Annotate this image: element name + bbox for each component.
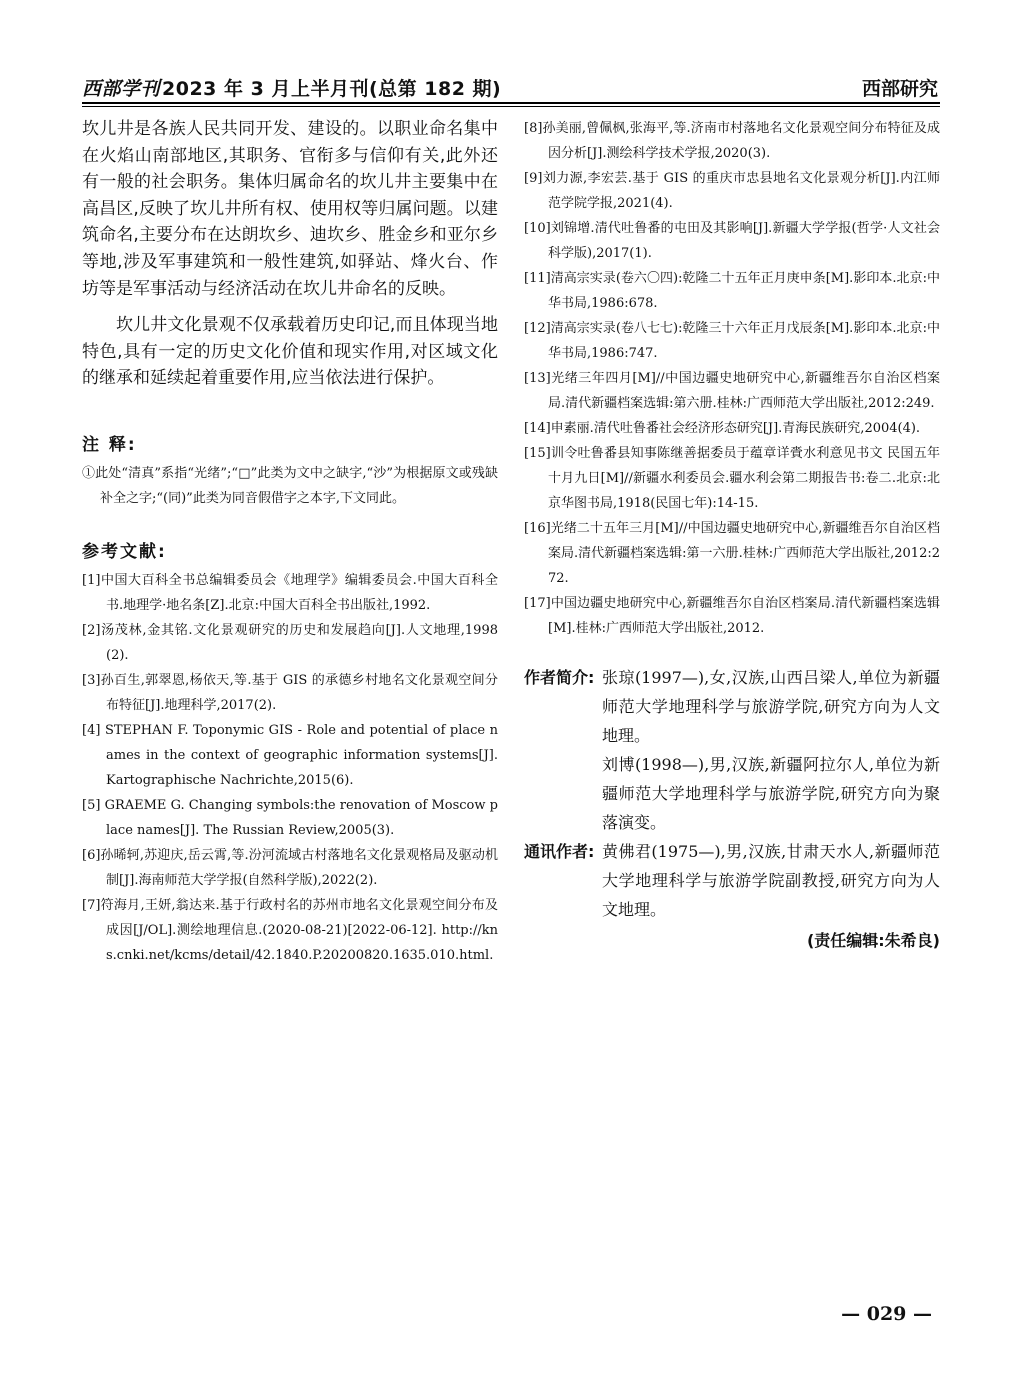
corresponding-author-text: 黄佛君(1975—),男,汉族,甘肃天水人,新疆师范大学地理科学与旅游学院副教授,研究方向为人文地理。 xyxy=(602,842,940,919)
reference-item: [5] GRAEME G. Changing symbols:the renovation of Moscow place names[J]. The Russian Review,2005(3). xyxy=(82,797,498,838)
header-rule xyxy=(82,102,940,104)
references-list-continued xyxy=(524,116,940,641)
reference-item: [15]训令吐鲁番县知事陈继善据委员于蕴章详賫水利意见书文 民国五年十月九日[M]//新疆水利委员会.疆水利会第二期报告书:卷二.北京:北京华图书局,1918(民国七年):14-15. xyxy=(524,446,940,511)
author-bio-item: 刘博(1998—),男,汉族,新疆阿拉尔人,单位为新疆师范大学地理科学与旅游学院,研究方向为聚落演变。 xyxy=(602,755,940,832)
corresponding-author-label: 通讯作者: xyxy=(524,842,595,861)
page-number: — 029 — xyxy=(841,1303,932,1325)
responsible-editor: (责任编辑:朱希良) xyxy=(806,931,940,950)
corresponding-author xyxy=(524,837,940,924)
reference-item: [12]清高宗实录(卷八七七):乾隆三十六年正月戊辰条[M].影印本.北京:中华书局,1986:747. xyxy=(524,321,940,361)
header-rule-thin xyxy=(82,106,940,107)
reference-item: [7]符海月,王妍,翁达来.基于行政村名的苏州市地名文化景观空间分布及成因[J/OL].测绘地理信息.(2020-08-21)[2022-06-12]. http://kns.cnki.net/kcms/detail/42.1840.P.20200820.1635.010.html. xyxy=(82,897,498,963)
reference-item: [6]孙晞轲,苏迎庆,岳云霄,等.汾河流域古村落地名文化景观格局及驱动机制[J].海南师范大学学报(自然科学版),2022(2). xyxy=(82,847,498,888)
reference-item: [3]孙百生,郭翠恩,杨依天,等.基于 GIS 的承德乡村地名文化景观空间分布特征[J].地理科学,2017(2). xyxy=(82,672,498,713)
journal-logo: 西部学刊 xyxy=(82,78,161,100)
reference-item: [11]清高宗实录(卷六〇四):乾隆二十五年正月庚申条[M].影印本.北京:中华书局,1986:678. xyxy=(524,271,940,311)
reference-item: [2]汤茂林,金其铭.文化景观研究的历史和发展趋向[J].人文地理,1998(2). xyxy=(82,622,498,663)
left-column xyxy=(82,116,498,968)
page-header xyxy=(82,70,940,102)
reference-item: [16]光绪二十五年三月[M]//中国边疆史地研究中心,新疆维吾尔自治区档案局.清代新疆档案选辑:第一六册.桂林:广西师范大学出版社,2012:272. xyxy=(524,521,940,586)
reference-item: [8]孙美丽,曾佩枫,张海平,等.济南市村落地名文化景观空间分布特征及成因分析[J].测绘科学技术学报,2020(3). xyxy=(524,121,940,161)
references-title: 参考文献: xyxy=(82,541,167,562)
reference-item: [9]刘力源,李宏芸.基于 GIS 的重庆市忠县地名文化景观分析[J].内江师范学院学报,2021(4). xyxy=(524,171,940,211)
notes-title: 注 释: xyxy=(82,434,137,455)
right-column xyxy=(524,116,940,951)
body-paragraph: 坎儿井是各族人民共同开发、建设的。以职业命名集中在火焰山南部地区,其职务、官衔多与信仰有关,此外还有一般的社会职务。集体归属命名的坎儿井主要集中在高昌区,反映了坎儿井所有权、使用权等归属问题。以建筑命名,主要分布在达朗坎乡、迪坎乡、胜金乡和亚尔乡等地,涉及军事建筑和一般性建筑,如驿站、烽火台、作坊等是军事活动与经济活动在坎儿井命名的反映。 xyxy=(82,119,498,299)
author-bio xyxy=(524,663,940,837)
author-bio-label: 作者简介: xyxy=(524,668,595,687)
journal-issue xyxy=(82,74,501,101)
reference-item: [14]申素丽.清代吐鲁番社会经济形态研究[J].青海民族研究,2004(4). xyxy=(524,421,921,436)
reference-item: [1]中国大百科全书总编辑委员会《地理学》编辑委员会.中国大百科全书.地理学·地名条[Z].北京:中国大百科全书出版社,1992. xyxy=(82,572,498,613)
section-name: 西部研究 xyxy=(861,78,938,100)
note-item: ①此处“清真”系指“光绪”;“□”此类为文中之缺字,“沙”为根据原文或残缺补全之字;“(同)”此类为同音假借字之本字,下文同此。 xyxy=(82,465,498,506)
issue-info: 2023 年 3 月上半月刊(总第 182 期) xyxy=(162,78,502,100)
references-list xyxy=(82,568,498,968)
reference-item: [4] STEPHAN F. Toponymic GIS - Role and potential of place names in the context of geographic information systems[J]. Kartographische Nachrichte,2015(6). xyxy=(82,722,498,788)
reference-item: [13]光绪三年四月[M]//中国边疆史地研究中心,新疆维吾尔自治区档案局.清代新疆档案选辑:第六册.桂林:广西师范大学出版社,2012:249. xyxy=(524,371,940,411)
reference-item: [17]中国边疆史地研究中心,新疆维吾尔自治区档案局.清代新疆档案选辑[M].桂林:广西师范大学出版社,2012. xyxy=(524,596,940,636)
reference-item: [10]刘锦增.清代吐鲁番的屯田及其影响[J].新疆大学学报(哲学·人文社会科学版),2017(1). xyxy=(524,221,940,261)
author-bio-item: 张琼(1997—),女,汉族,山西吕梁人,单位为新疆师范大学地理科学与旅游学院,研究方向为人文地理。 xyxy=(602,668,940,745)
body-paragraph: 坎儿井文化景观不仅承载着历史印记,而且体现当地特色,具有一定的历史文化价值和现实作用,对区域文化的继承和延续起着重要作用,应当依法进行保护。 xyxy=(82,315,498,389)
